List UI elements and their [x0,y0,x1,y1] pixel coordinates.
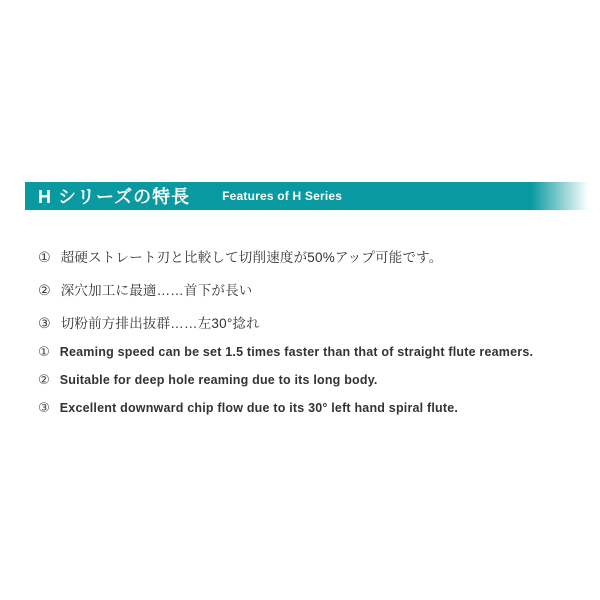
list-item [38,312,443,332]
circled-number-2: ② [38,283,51,299]
list-item [38,279,443,299]
features-list-english [38,344,533,428]
circled-number-2: ② [38,372,50,387]
circled-number-3: ③ [38,316,51,332]
circled-number-1: ① [38,250,51,266]
list-item [38,372,533,388]
list-item [38,344,533,360]
feature-text-en-1: Reaming speed can be set 1.5 times faster than that of straight flute reamers. [59,345,534,359]
features-list-japanese [38,246,443,345]
list-item [38,246,443,266]
feature-text-en-2: Suitable for deep hole reaming due to its long body. [59,373,378,387]
feature-text-en-3: Excellent downward chip flow due to its 30° left hand spiral flute. [59,401,459,415]
circled-number-1: ① [38,344,50,359]
section-title-english: Features of H Series [222,189,343,203]
list-item [38,400,533,416]
section-title-japanese: H シリーズの特長 [38,187,191,207]
feature-text-jp-3: 切粉前方排出抜群……左30°捻れ [60,316,260,331]
section-header-band [25,182,600,210]
circled-number-3: ③ [38,400,50,415]
feature-text-jp-1: 超硬ストレート刃と比較して切削速度が50%アップ可能です。 [60,250,443,265]
feature-text-jp-2: 深穴加工に最適……首下が長い [60,283,253,298]
